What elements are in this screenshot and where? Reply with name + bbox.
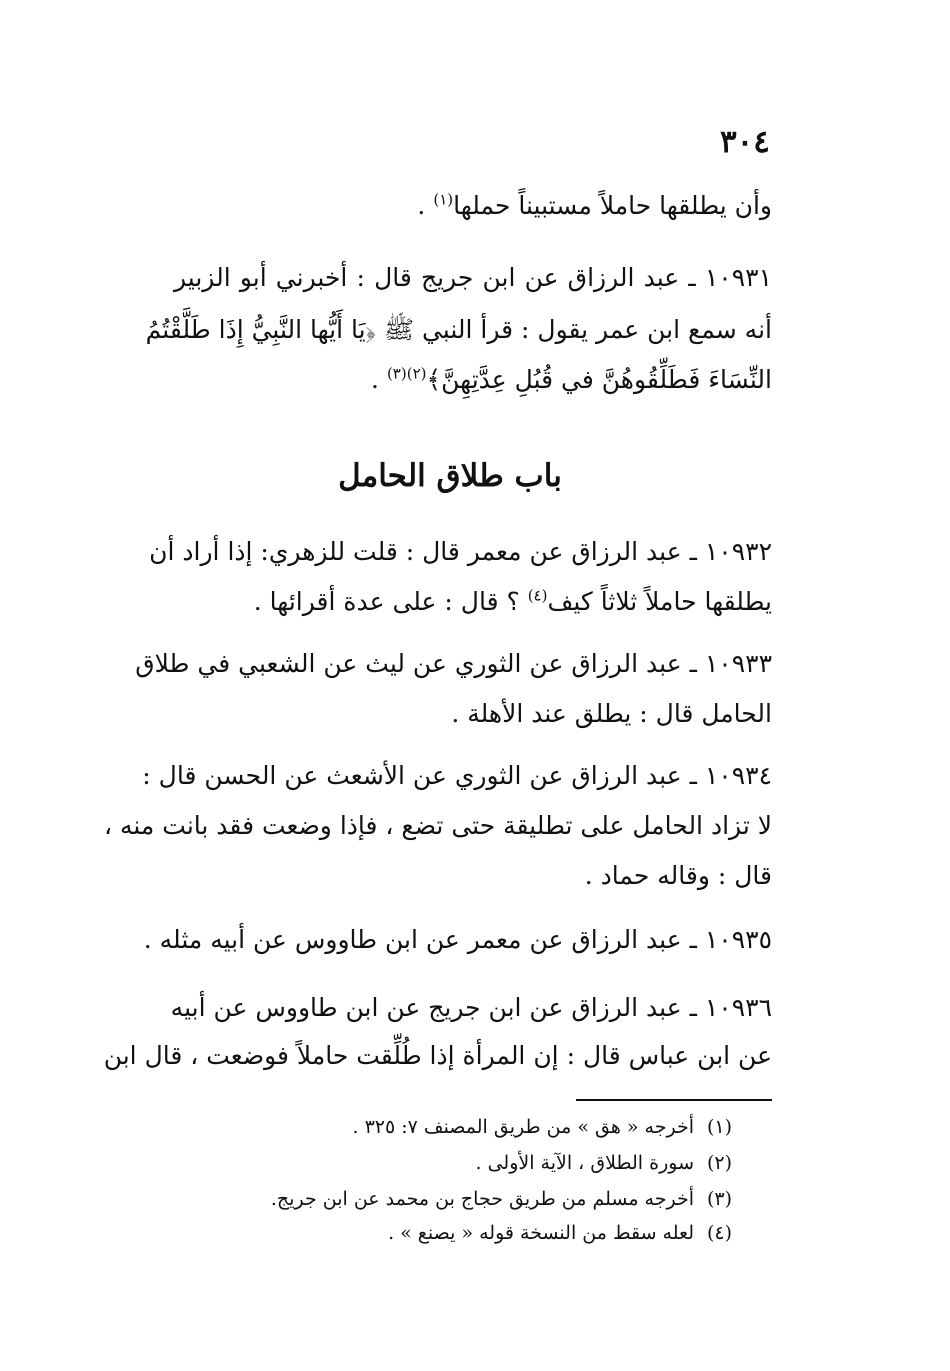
footnote-ref: (١) [433,190,454,209]
hadith-text-end: ؟ قال : على عدة أقرائها . [253,587,528,616]
hadith-10936-line-2: عن ابن عباس قال : إن المرأة إذا طُلِّقت حاملاً فوضعت ، قال ابن [103,1041,772,1070]
hadith-10931-line-2: أنه سمع ابن عمر يقول : قرأ النبي ﷺ ﴿يَا أَيُّها النَّبِيُّ إِذَا طَلَّقْتُمُ [145,315,772,344]
hadith-10932-line-1: ١٠٩٣٢ ـ عبد الرزاق عن معمر قال : قلت للزهري: إذا أراد أن [149,537,772,566]
paragraph-text-end: . [417,191,434,220]
paragraph-text: وأن يطلقها حاملاً مستبيناً حملها [453,191,772,220]
hadith-10931-line-1: ١٠٩٣١ ـ عبد الرزاق عن ابن جريج قال : أخبرني أبو الزبير [174,263,772,292]
footnote-text: سورة الطلاق ، الآية الأولى . [475,1152,694,1174]
hadith-10931-line-3 [172,360,772,400]
hadith-text: يطلقها حاملاً ثلاثاً كيف [547,587,772,616]
footnote-ref: (٤) [527,586,548,605]
line-end: . [371,365,387,394]
hadith-10933-line-1: ١٠٩٣٣ ـ عبد الرزاق عن الثوري عن ليث عن الشعبي في طلاق [135,649,772,678]
quran-verse: النِّسَاءَ فَطَلِّقُوهُنَّ في قُبُلِ عِدَّتِهِنَّ﴾ [426,365,772,394]
footnote-separator [576,1099,772,1101]
hadith-10932-line-2 [172,582,772,622]
hadith-10933-line-2: الحامل قال : يطلق عند الأهلة . [451,699,772,728]
hadith-10935-line-1: ١٠٩٣٥ ـ عبد الرزاق عن معمر عن ابن طاووس عن أبيه مثله . [143,925,772,954]
hadith-10936-line-1: ١٠٩٣٦ ـ عبد الرزاق عن ابن جريج عن ابن طاووس عن أبيه [170,993,772,1022]
page-number: ٣٠٤ [720,124,770,160]
footnote-number: (٣) [706,1188,732,1210]
footnote-4 [172,1218,732,1248]
hadith-10934-line-1: ١٠٩٣٤ ـ عبد الرزاق عن الثوري عن الأشعث عن الحسن قال : [142,761,772,790]
footnote-number: (٢) [706,1152,732,1174]
footnote-text: لعله سقط من النسخة قوله « يصنع » . [388,1222,694,1244]
footnote-3 [172,1184,732,1214]
footnote-2 [172,1148,732,1178]
hadith-10934-line-3: قال : وقاله حماد . [584,861,772,890]
footnote-text: أخرجه مسلم من طريق حجاج بن محمد عن ابن جريج. [270,1188,694,1210]
footnote-1 [172,1112,732,1142]
footnote-text: أخرجه « هق » من طريق المصنف ٧: ٣٢٥ . [352,1116,694,1138]
footnote-ref: (٢)(٣) [386,364,427,383]
chapter-heading: باب طلاق الحامل [338,458,562,494]
footnote-number: (٤) [706,1222,732,1244]
paragraph-line [172,186,772,226]
hadith-10934-line-2: لا تزاد الحامل على تطليقة حتى تضع ، فإذا وضعت فقد بانت منه ، [103,811,772,840]
footnote-number: (١) [706,1116,732,1138]
